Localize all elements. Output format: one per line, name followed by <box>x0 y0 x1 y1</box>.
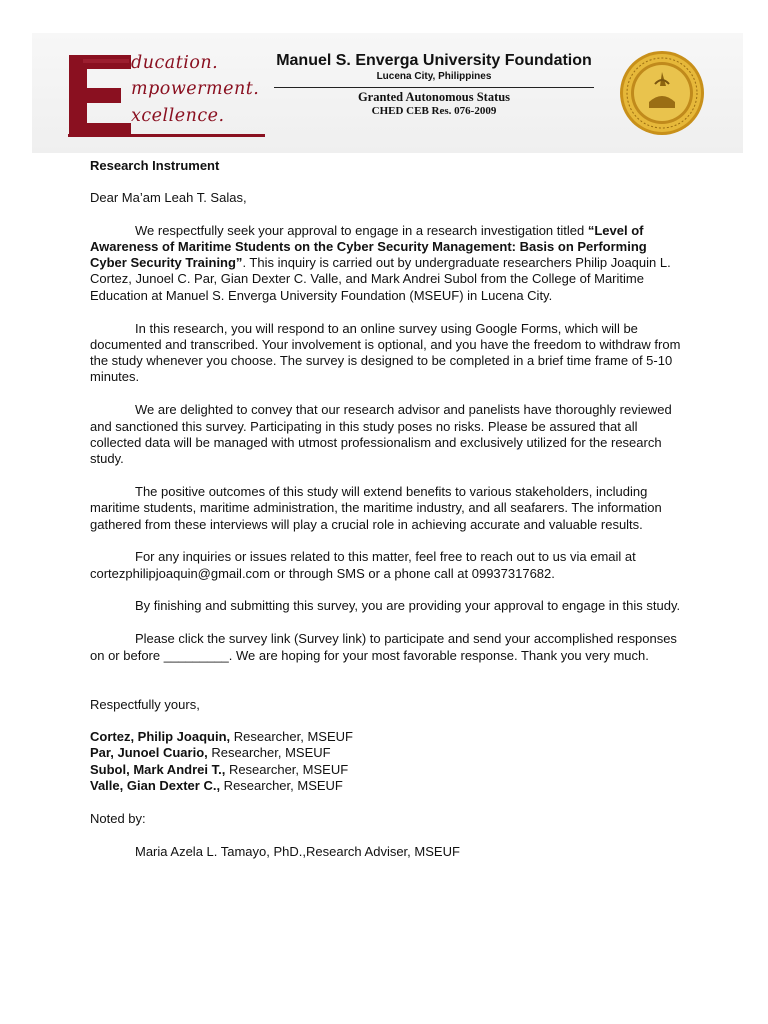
paragraph-survey-link: Please click the survey link (Survey link) to participate and send your accomplished responses on or before _________. We are hoping for your most favorable response. Thank you very much. <box>90 631 677 663</box>
signatory <box>90 729 682 745</box>
motto-line-excellence: xcellence. <box>131 106 225 126</box>
motto-line-education: ducation. <box>131 53 219 73</box>
closing: Respectfully yours, <box>90 696 200 712</box>
research-adviser: Maria Azela L. Tamayo, PhD.,Research Adviser, MSEUF <box>135 843 460 859</box>
signatory <box>90 762 682 778</box>
signatory-role: Researcher, MSEUF <box>230 729 353 745</box>
autonomous-status: Granted Autonomous Status <box>357 90 511 104</box>
ched-resolution: CHED CEB Res. 076-2009 <box>371 105 497 117</box>
signatory-list <box>90 729 682 794</box>
letterhead-banner <box>32 33 743 153</box>
paragraph-survey: In this research, you will respond to an online survey using Google Forms, which will be documented and transcribed. Your involvement is optional, and you have the freedom to withdraw from the study whenever you choose. The survey is designed to be completed in a brief time frame of 5-10 minutes. <box>90 320 681 385</box>
signatory <box>90 778 682 794</box>
signatory-name: Subol, Mark Andrei T., <box>90 761 226 777</box>
paragraph-intro-post: . This inquiry is carried out by undergraduate researchers Philip Joaquin L. Cortez, Junoel C. Par, Gian Dexter C. Valle, and Mark Andrei Subol from the College of Maritime Education at Manuel S. Enverga University Foundation (MSEUF) in Lucena City. <box>90 255 671 303</box>
signatory-name: Par, Junoel Cuario, <box>90 745 208 761</box>
signatory <box>90 745 682 761</box>
university-name: Manuel S. Enverga University Foundation <box>276 52 592 69</box>
paragraph-intro <box>90 223 682 304</box>
motto-underline <box>68 134 265 137</box>
paragraph-intro-pre: We respectfully seek your approval to engage in a research investigation titled <box>135 222 588 238</box>
noted-by-label: Noted by: <box>90 811 146 827</box>
header-divider <box>274 87 594 88</box>
university-seal-icon <box>619 50 705 136</box>
signatory-role: Researcher, MSEUF <box>207 745 331 761</box>
signatory-role: Researcher, MSEUF <box>225 761 349 777</box>
signatory-name: Cortez, Philip Joaquin, <box>90 729 231 745</box>
salutation: Dear Ma’am Leah T. Salas, <box>90 190 247 206</box>
document-title: Research Instrument <box>90 158 220 173</box>
paragraph-benefits: The positive outcomes of this study will extend benefits to various stakeholders, including maritime students, maritime administration, the maritime industry, and all seafarers. The information gathered from these interviews will play a crucial role in achieving accurate and valuable results. <box>90 483 662 532</box>
motto-line-empowerment: mpowerment. <box>131 79 260 99</box>
paragraph-approval: We are delighted to convey that our research advisor and panelists have thoroughly reviewed and sanctioned this survey. Participating in this study poses no risks. Please be assured that all collected data will be managed with utmost professionalism and exclusively utilized for the research study. <box>90 402 672 467</box>
study-title: “Level of Awareness of Maritime Students on the Cyber Security Management: Basis on Performing Cyber Security Training” <box>90 222 647 271</box>
university-e-logo <box>69 55 131 137</box>
university-location: Lucena City, Philippines <box>376 71 492 82</box>
paragraph-consent: By finishing and submitting this survey, you are providing your approval to engage in this study. <box>135 598 681 614</box>
paragraph-contact: For any inquiries or issues related to this matter, feel free to reach out to us via email at cortezphilipjoaquin@gmail.com or through SMS or a phone call at 09937317682. <box>90 549 636 581</box>
signatory-role: Researcher, MSEUF <box>220 778 343 794</box>
letter-body <box>90 158 682 860</box>
signatory-name: Valle, Gian Dexter C., <box>90 778 221 794</box>
